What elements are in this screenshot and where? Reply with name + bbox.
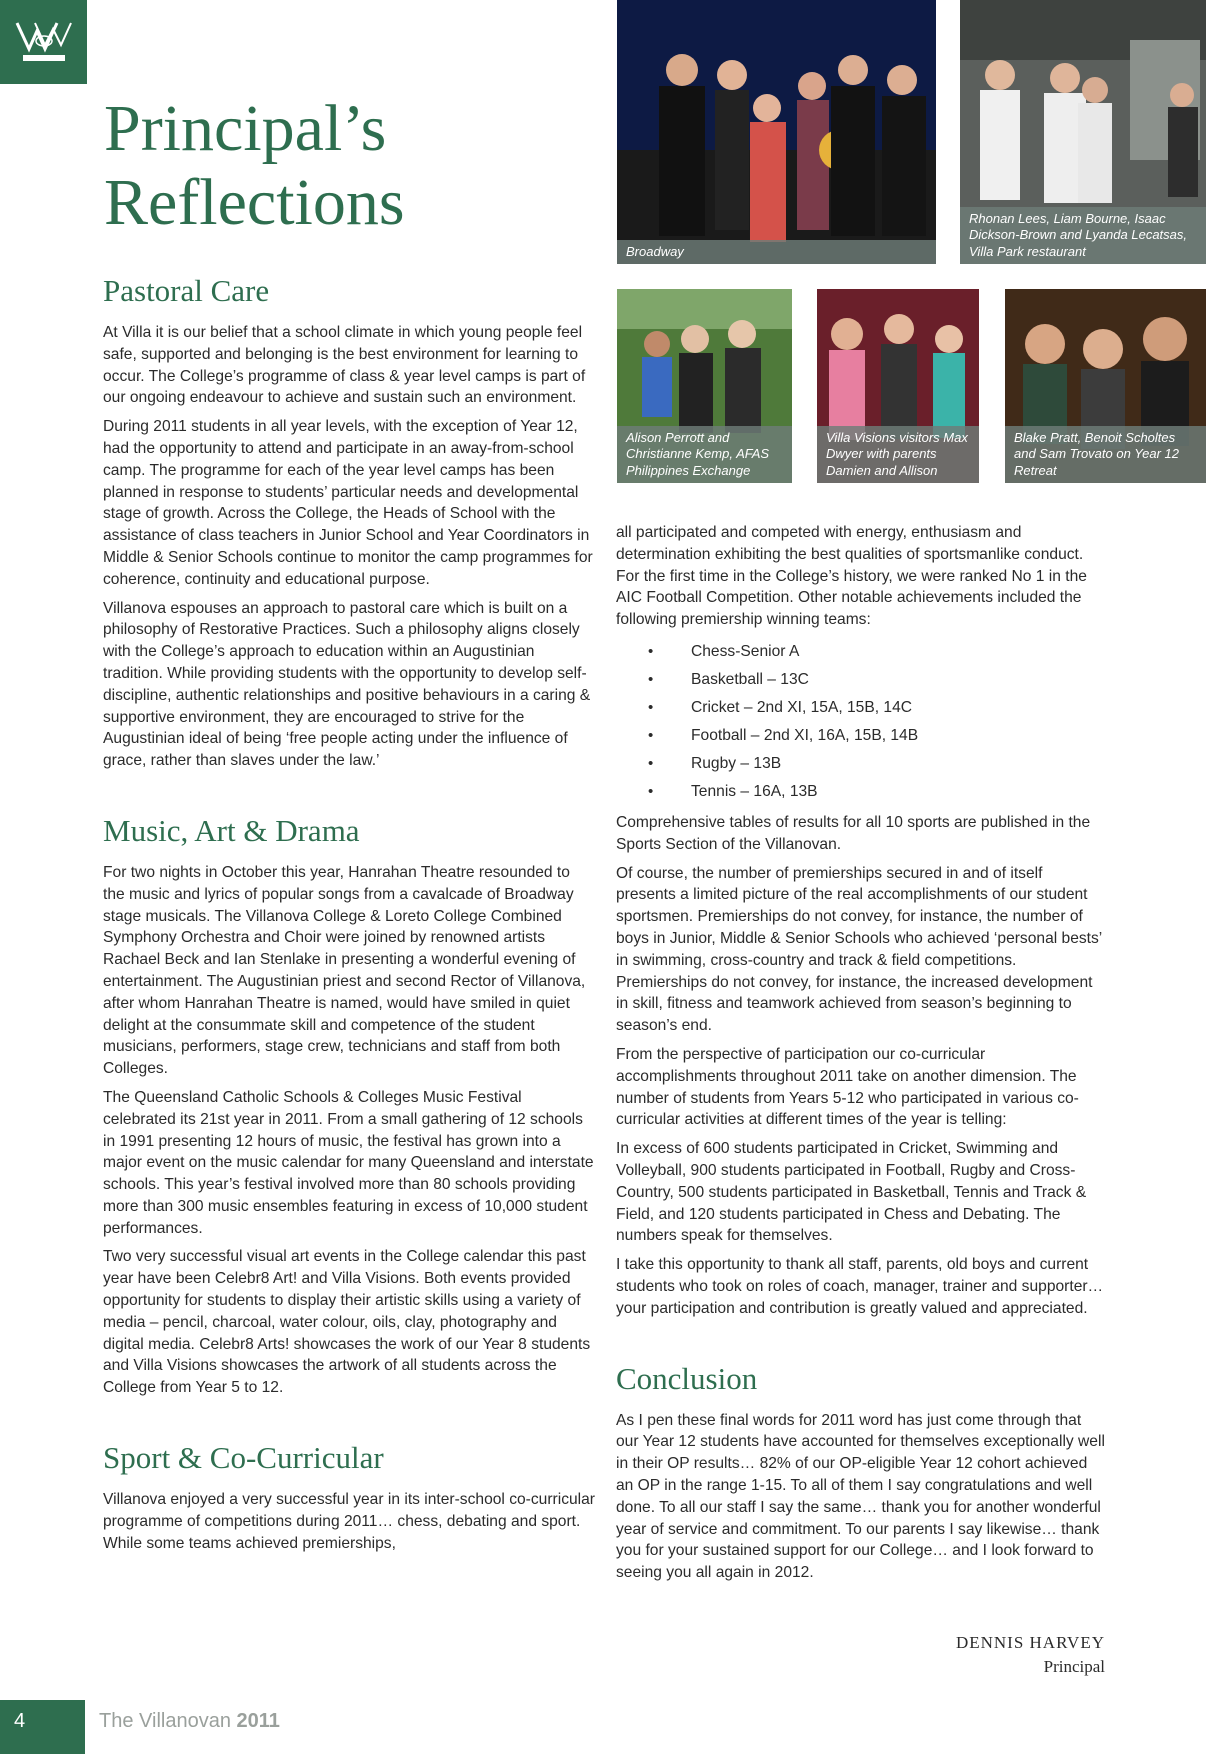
list-item [616, 638, 1106, 666]
photo-restaurant [960, 0, 1206, 264]
page-title: Principal’s Reflections [104, 92, 405, 239]
sport-continued: all participated and competed with energy, enthusiasm and determination exhibiting the best qualities of sportsmanlike conduct. For the first time in the College’s history, we were ranked No 1 in the AIC Football Competition. Other notable achievements included the following premiership winning teams: [616, 524, 1087, 629]
photo-retreat [1005, 289, 1206, 483]
heading-music-art-drama: Music, Art & Drama [103, 812, 360, 848]
list-item [616, 778, 1106, 806]
bullet: • [648, 642, 654, 660]
sport-paragraph: In excess of 600 students participated in Cricket, Swimming and Volleyball, 900 students participated in Football, Rugby and Cross-Country, 500 students participated in Basketball, Tennis and Track & Field, and 120 students participated in Chess and Debating. The numbers speak for themselves. [616, 1140, 1087, 1245]
bullet: • [648, 698, 654, 716]
broadway-photo [617, 0, 936, 264]
photo-broadway [617, 0, 936, 264]
bullet: • [648, 670, 654, 688]
sport-intro: Villanova enjoyed a very successful year in its inter-school co-curricular programme of competitions during 2011… chess, debating and sport. While some teams achieved premierships, [103, 1491, 595, 1552]
bullet: • [648, 754, 654, 772]
photo-caption: Rhonan Lees, Liam Bourne, Isaac Dickson-Brown and Lyanda Lecatsas, Villa Park restaurant [960, 207, 1206, 265]
heading-pastoral-care: Pastoral Care [103, 273, 270, 308]
team-label: Tennis – 16A, 13B [691, 782, 818, 800]
photo-exchange [617, 289, 792, 483]
publication-year: 2011 [236, 1710, 280, 1732]
pastoral-paragraph: Villanova espouses an approach to pastoral care which is built on a philosophy of Restorative Practices. Such a philosophy aligns closely with the College’s approach to education within an Augustinian tradition. While providing students with the opportunity to develop self-discipline, authentic relationships and positive behaviours in a caring & supportive environment, they are encouraged to strive for the Augustinian ideal of being ‘free people acting under the influence of grace, rather than slaves under the law.’ [103, 599, 591, 770]
right-column [616, 522, 1106, 1591]
sport-paragraph: From the perspective of participation our co-curricular accomplishments throughout 2011 take on another dimension. The number of students from Years 5-12 who participated in various co-curricular activities at different times of the year is telling: [616, 1045, 1079, 1129]
photo-caption: Blake Pratt, Benoit Scholtes and Sam Trovato on Year 12 Retreat [1005, 426, 1206, 484]
photo-caption: Villa Visions visitors Max Dwyer with parents Damien and Allison [817, 426, 979, 484]
publication-name: The Villanovan [99, 1710, 231, 1732]
signature-block [956, 1631, 1105, 1679]
team-label: Cricket – 2nd XI, 15A, 15B, 14C [691, 698, 913, 716]
bullet: • [648, 782, 654, 800]
left-column [103, 272, 595, 1561]
pastoral-paragraph: During 2011 students in all year levels, with the exception of Year 12, had the opportunity to attend and participate in an away-from-school camp. The programme for each of the year level camps has been planned in response to students’ particular needs and developmental stage of growth. Across the College, the Heads of School with the assistance of class teachers in Junior School and Year Coordinators in Middle & Senior Schools continue to monitor the camp programmes for coherence, continuity and educational purpose. [103, 418, 593, 588]
footer-publication [99, 1706, 280, 1736]
signature-title: Principal [1043, 1657, 1105, 1676]
conclusion-paragraph: As I pen these final words for 2011 word has just come through that our Year 12 students have accounted for themselves exceptionally well in their OP results… 82% of our OP-eligible Year 12 cohort achieved an OP in the range 1-15. To all of them I say congratulations and well done. To all our staff I say the same… thank you for another wonderful year of service and commitment. To our parents I say likewise… thank you for your sustained support for our College… and I look forward to seeing you all again in 2012. [616, 1411, 1105, 1582]
photo-villa-visions [817, 289, 979, 483]
sport-paragraph: Comprehensive tables of results for all 10 sports are published in the Sports Section of the Villanovan. [616, 813, 1091, 853]
premiership-teams-list [616, 638, 1106, 806]
list-item [616, 722, 1106, 750]
logo-badge [0, 0, 87, 84]
music-paragraph: The Queensland Catholic Schools & Colleges Music Festival celebrated its 21st year in 2011. From a small gathering of 12 schools in 1991 presenting 12 hours of music, the festival has grown into a major event on the music calendar for many Queensland and interstate schools. This year’s festival involved more than 80 schools providing more than 300 music ensembles featuring in excess of 10,000 student performances. [103, 1088, 594, 1237]
photo-caption: Alison Perrott and Christianne Kemp, AFAS Philippines Exchange [617, 426, 792, 484]
list-item [616, 694, 1106, 722]
heading-sport-co-curricular: Sport & Co-Curricular [103, 1440, 384, 1476]
sport-paragraph: Of course, the number of premierships secured in and of itself presents a limited picture of the real accomplishments of our student sportsmen. Premierships do not convey, for instance, the number of boys in Junior, Middle & Senior Schools who achieved ‘personal bests’ in swimming, cross-country and track & field competitions. Premierships do not convey, for instance, the increased development in skill, fitness and teamwork achieved from season’s beginning to season’s end. [616, 864, 1102, 1035]
bullet: • [648, 726, 654, 744]
heading-conclusion: Conclusion [616, 1360, 758, 1396]
signature-name: DENNIS HARVEY [955, 1633, 1105, 1652]
team-label: Football – 2nd XI, 16A, 15B, 14B [691, 726, 919, 744]
music-paragraph: Two very successful visual art events in the College calendar this past year have been Celebr8 Art! and Villa Visions. Both events provided opportunity for students to display their artistic skills using a variety of media – pencil, charcoal, water colour, oils, clay, photography and digital media. Celebr8 Arts! showcases the work of our Year 8 students and Villa Visions showcases the artwork of all students across the College from Year 5 to 12. [103, 1248, 591, 1397]
villanova-crest-icon [13, 15, 75, 69]
team-label: Rugby – 13B [691, 754, 782, 772]
list-item [616, 750, 1106, 778]
page-number: 4 [14, 1710, 26, 1732]
team-label: Basketball – 13C [691, 670, 809, 688]
team-label: Chess-Senior A [691, 642, 800, 660]
list-item [616, 666, 1106, 694]
photo-caption: Broadway [617, 240, 936, 265]
music-paragraph: For two nights in October this year, Hanrahan Theatre resounded to the music and lyrics of popular songs from a cavalcade of Broadway stage musicals. The Villanova College & Loreto College Combined Symphony Orchestra and Choir were joined by renowned artists Rachael Beck and Ian Stenlake in presenting a wonderful evening of entertainment. The Augustinian priest and second Rector of Villanova, after whom Hanrahan Theatre is named, would have smiled in quiet delight at the consummate skill and competence of the student musicians, performers, stage crew, technicians and staff from both Colleges. [103, 863, 586, 1078]
pastoral-paragraph: At Villa it is our belief that a school climate in which young people feel safe, supported and belonging is the best environment for learning to occur. The College’s programme of class & year level camps is part of our ongoing endeavour to achieve and sustain such an environment. [103, 324, 586, 407]
sport-paragraph: I take this opportunity to thank all staff, parents, old boys and current students who took on roles of coach, manager, trainer and supporter… your participation and contribution is greatly valued and appreciated. [616, 1256, 1104, 1317]
footer-page-box [0, 1700, 85, 1754]
